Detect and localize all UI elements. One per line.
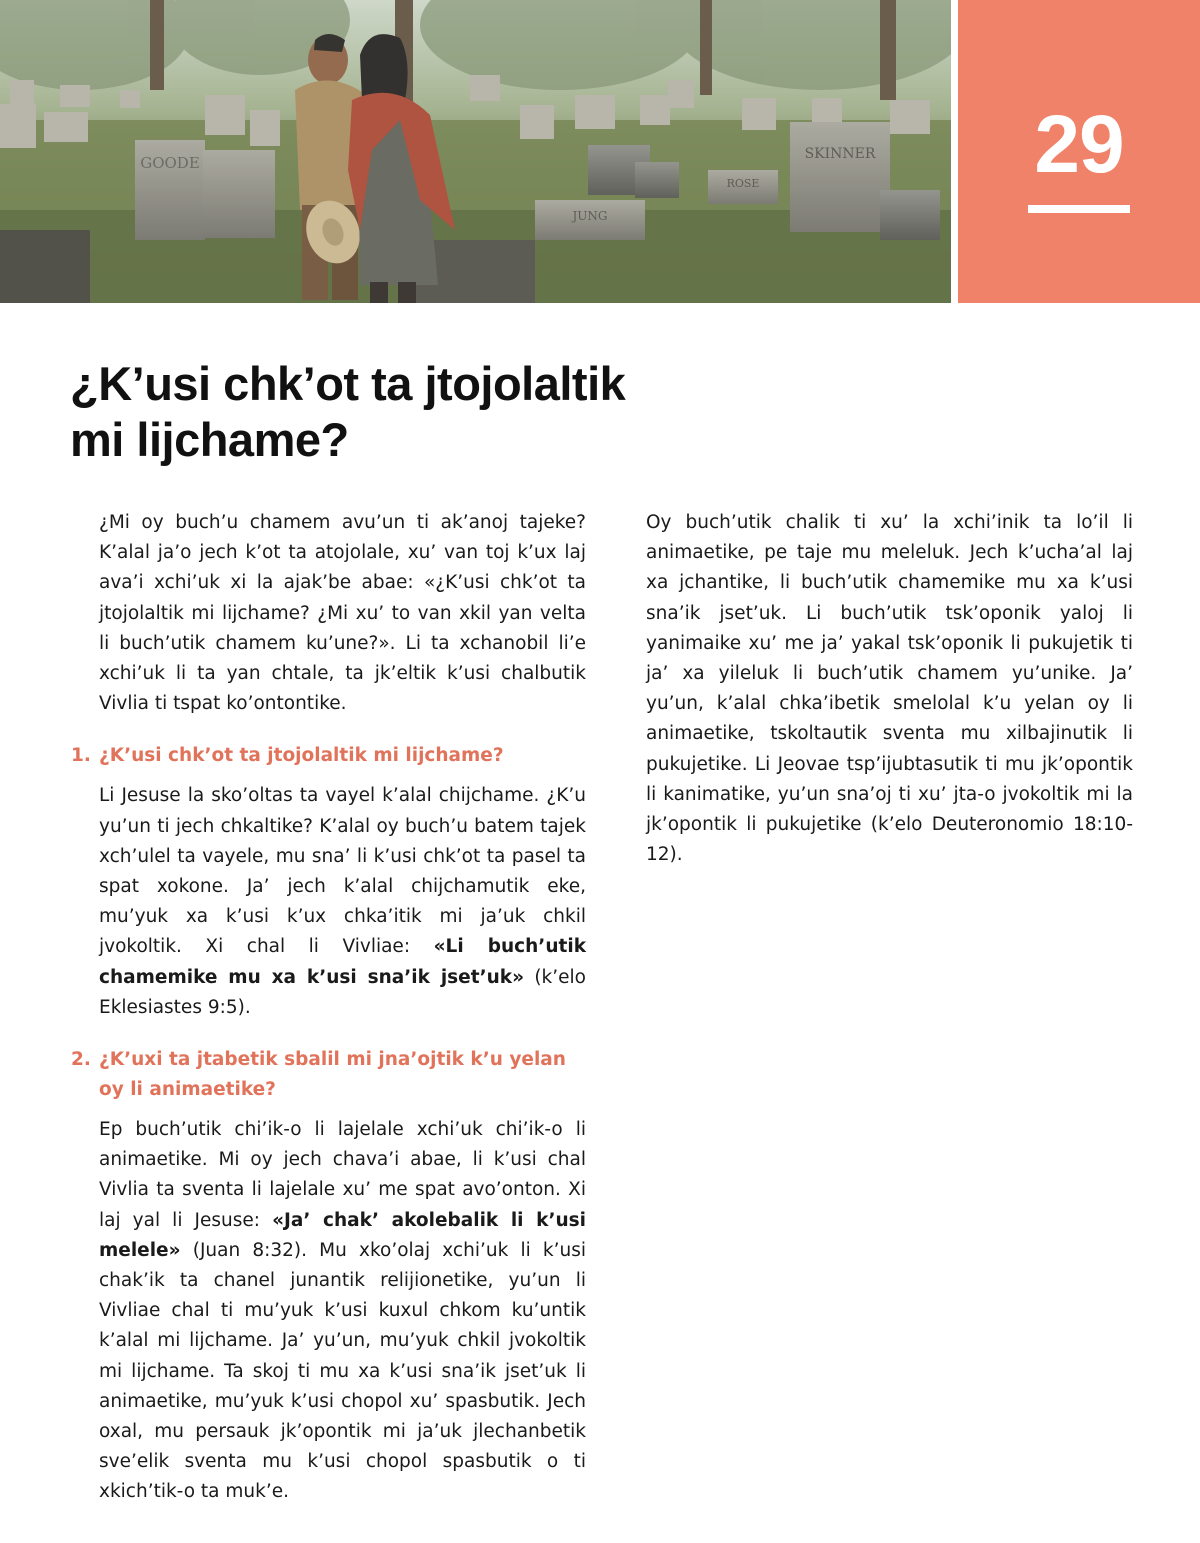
question-1-quote: «Li buch’utik chamemike mu xa k’usi sna’ik jset’uk» <box>99 936 586 988</box>
question-2-number: 2. <box>71 1049 91 1071</box>
page-title-line-1: ¿K’usi chk’ot ta jtojolaltik <box>70 357 626 410</box>
question-2-text: ¿K’uxi ta jtabetik sbalil mi jna’ojtik k’u yelan oy li animaetike? <box>99 1049 566 1101</box>
question-1-text: ¿K’usi chk’ot ta jtojolaltik mi lijchame? <box>99 745 504 767</box>
question-1-number: 1. <box>71 745 91 767</box>
headstone-jung-label: JUNG <box>572 209 608 223</box>
question-2-body-continued: (Juan 8:32). Mu xko’olaj xchi’uk li k’usi chak’ik ta chanel junantik relijionetike, yu’un li Vivliae chal ti mu’yuk k’usi kuxul chkom ku’untik k’alal mi lijchame. Ja’ yu’un, mu’yuk chkil jvokoltik mi lijchame. Ta skoj ti mu xa k’usi sna’ik jset’uk li animaetike, mu’yuk k’usi chopol xu’ spasbutik. Jech oxal, mu persauk jk’opontik mi ja’uk jlechanbetik sve’elik sventa mu k’usi chopol spasbutik o ti xkich’tik-o ta muk’e. <box>99 1239 586 1503</box>
question-2-heading <box>71 1045 586 1105</box>
question-2-body: Ep buch’utik chi’ik-o li lajelale xchi’uk chi’ik-o li animaetike. Mi oy jech chava’i abae, li k’usi chal Vivlia ta sventa li lajelale xu’ me spat avo’onton. Xi laj yal li Jesuse: <box>99 1119 586 1231</box>
headstone-rose-label: ROSE <box>726 177 760 190</box>
lesson-number-underline <box>1028 205 1130 213</box>
lesson-number-box <box>958 0 1200 303</box>
lesson-number: 29 <box>1034 99 1124 190</box>
question-1-heading <box>71 741 586 771</box>
page-title-line-2: mi lijchame? <box>70 413 349 466</box>
intro-paragraph: ¿Mi oy buch’u chamem avu’un ti ak’anoj tajeke? K’alal ja’o jech k’ot ta atojolale, xu’ van toj k’ux laj ava’i xchi’uk xi la ajak’be abae: «¿K’usi chk’ot ta jtojolaltik mi lijchame? ¿Mi xu’ to van xkil yan velta li buch’utik chamem ku’une?». Li ta xchanobil li’e xchi’uk li ta yan chtale, ta jk’eltik k’usi chalbutik Vivlia ti tspat ko’ontontike. <box>99 512 586 715</box>
right-column <box>646 508 1133 880</box>
cemetery-illustration <box>0 0 951 303</box>
question-1-paragraph <box>99 781 586 1023</box>
headstone-skinner-label: SKINNER <box>804 146 876 162</box>
question-1-reference: (k’elo Eklesiastes 9:5). <box>99 966 586 1018</box>
question-2-paragraph <box>99 1115 586 1508</box>
question-2-paragraph-2: Oy buch’utik chalik ti xu’ la xchi’inik ta lo’il li animaetike, pe taje mu meleluk. Jech k’ucha’al laj xa jchantike, li buch’utik chamemike mu xa k’usi sna’ik jset’uk. Li buch’utik tsk’oponik yaloj li yanimaike xu’ me ja’ yakal tsk’oponik li pukujetik ti ja’ xa yileluk li buch’utik chamem yu’unike. Ja’ yu’un, k’alal chka’ibetik smelolal k’u yelan oy li animaetike, tskoltautik sventa mu xilbajinutik li pukujetike. Li Jeovae tsp’ijubtasutik ti mu jk’opontik li kanimatike, yu’un sna’oj ti xu’ jta-o jvokoltik mi la jk’opontik li pukujetike (k’elo Deuteronomio 18:10-12). <box>646 512 1133 866</box>
left-column <box>71 508 587 1508</box>
question-1-body: Li Jesuse la sko’oltas ta vayel k’alal chijchame. ¿K’u yu’un ti jech chkaltike? K’alal oy buch’u batem tajek xch’ulel ta vayele, mu sna’ li k’usi chk’ot ta pasel ta spat xokone. Ja’ jech k’alal chijchamutik eke, mu’yuk xa k’usi k’ux chka’itik mi ja’uk chkil jvokoltik. Xi chal li Vivliae: <box>99 785 586 958</box>
question-2-quote: «Ja’ chak’ akolebalik li k’usi melele» <box>99 1209 587 1261</box>
headstone-goode-label: GOODE <box>140 154 200 172</box>
hero-photo <box>0 0 951 303</box>
page-title <box>70 356 870 468</box>
